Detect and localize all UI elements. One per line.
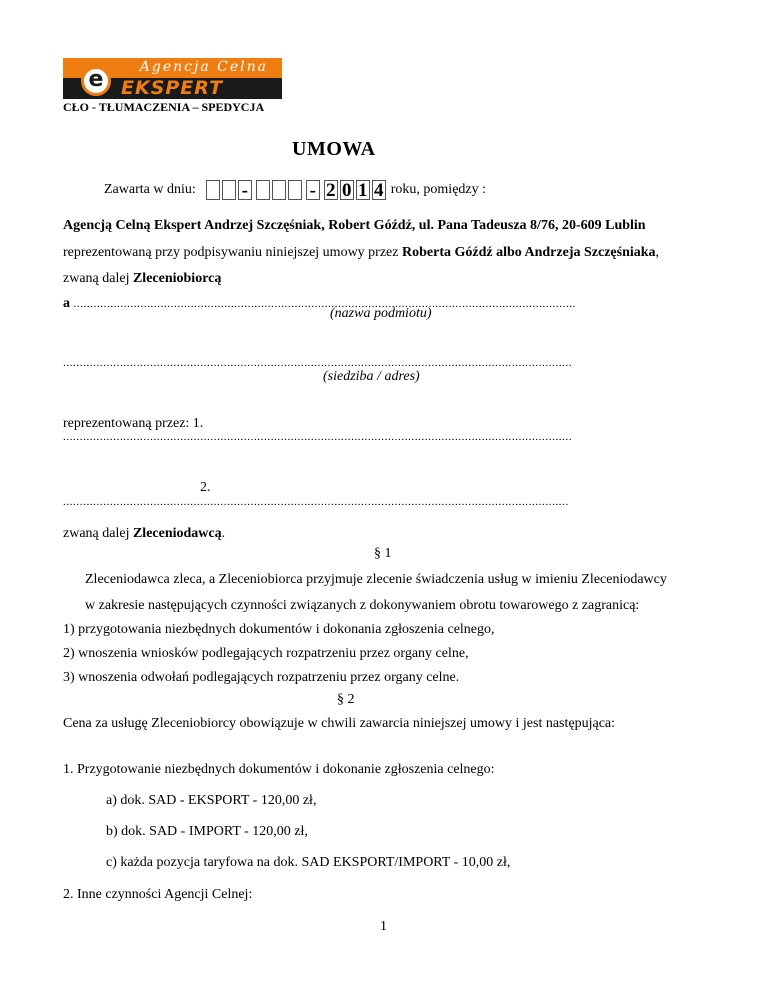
section1-heading: § 1 — [374, 546, 392, 561]
party1-name: Agencją Celną Ekspert Andrzej Szczęśniak, Robert Góźdź, ul. Pana Tadeusza 8/76, 20-609 Lublin — [63, 218, 646, 233]
company-logo — [63, 58, 282, 99]
representative-label-1: reprezentowaną przez: 1. — [63, 416, 204, 431]
party2-name-line[interactable]: a ...................................................................................................................................................... — [63, 296, 576, 311]
date-box: 2 — [324, 180, 338, 200]
date-box: 4 — [372, 180, 386, 200]
date-box[interactable] — [256, 180, 270, 200]
party1-called: zwaną dalej Zleceniobiorcą — [63, 271, 222, 286]
tagline: CŁO - TŁUMACZENIA – SPEDYCJA — [63, 100, 265, 114]
date-box: 1 — [356, 180, 370, 200]
section1-item: 1) przygotowania niezbędnych dokumentów i dokonania zgłoszenia celnego, — [63, 622, 495, 637]
section2-heading: § 2 — [337, 692, 355, 707]
price-item: c) każda pozycja taryfowa na dok. SAD EKSPORT/IMPORT - 10,00 zł, — [106, 855, 511, 870]
section2-point1: 1. Przygotowanie niezbędnych dokumentów i dokonanie zgłoszenia celnego: — [63, 762, 495, 777]
section1-text-line1: Zleceniodawca zleca, a Zleceniobiorca przyjmuje zlecenie świadczenia usług w imieniu Zleceniodawcy — [85, 572, 667, 587]
date-box[interactable] — [288, 180, 302, 200]
document-title: UMOWA — [292, 138, 376, 160]
date-line — [104, 179, 486, 201]
date-box[interactable] — [206, 180, 220, 200]
logo-e-icon: e — [81, 66, 111, 96]
section2-point2: 2. Inne czynności Agencji Celnej: — [63, 887, 253, 902]
party1-representation: reprezentowaną przy podpisywaniu niniejszej umowy przez Roberta Góźdź albo Andrzeja Szczęśniaka, — [63, 245, 660, 260]
price-item: b) dok. SAD - IMPORT - 120,00 zł, — [106, 824, 308, 839]
section1-item: 3) wnoszenia odwołań podlegających rozpatrzeniu przez organy celne. — [63, 670, 460, 685]
logo-top-text: Agencja Celna — [139, 59, 268, 75]
date-separator: - — [306, 180, 320, 200]
hint-address: (siedziba / adres) — [323, 369, 420, 384]
price-item: a) dok. SAD - EKSPORT - 120,00 zł, — [106, 793, 317, 808]
date-box[interactable] — [272, 180, 286, 200]
representative-line-2[interactable]: ....................................................................................................................................................... — [63, 496, 569, 508]
date-box[interactable] — [222, 180, 236, 200]
date-box: 0 — [340, 180, 354, 200]
section2-intro: Cena za usługę Zleceniobiorcy obowiązuje w chwili zawarcia niniejszej umowy i jest następująca: — [63, 716, 616, 731]
address-line[interactable]: ........................................................................................................................................................ — [63, 357, 573, 369]
date-separator: - — [238, 180, 252, 200]
hint-entity-name: (nazwa podmiotu) — [330, 306, 432, 321]
representative-label-2: 2. — [200, 480, 211, 495]
date-after-text: roku, pomiędzy : — [390, 182, 487, 197]
party2-called: zwaną dalej Zleceniodawcą. — [63, 526, 226, 541]
section1-item: 2) wnoszenia wniosków podlegających rozpatrzeniu przez organy celne, — [63, 646, 469, 661]
page-number: 1 — [380, 919, 387, 934]
section1-text-line2: w zakresie następujących czynności związanych z dokonywaniem obrotu towarowego z zagranicą: — [85, 598, 640, 613]
logo-name-text: EKSPERT — [121, 77, 224, 99]
representative-line-1[interactable]: ........................................................................................................................................................ — [63, 431, 573, 443]
date-label: Zawarta w dniu: — [104, 182, 196, 197]
